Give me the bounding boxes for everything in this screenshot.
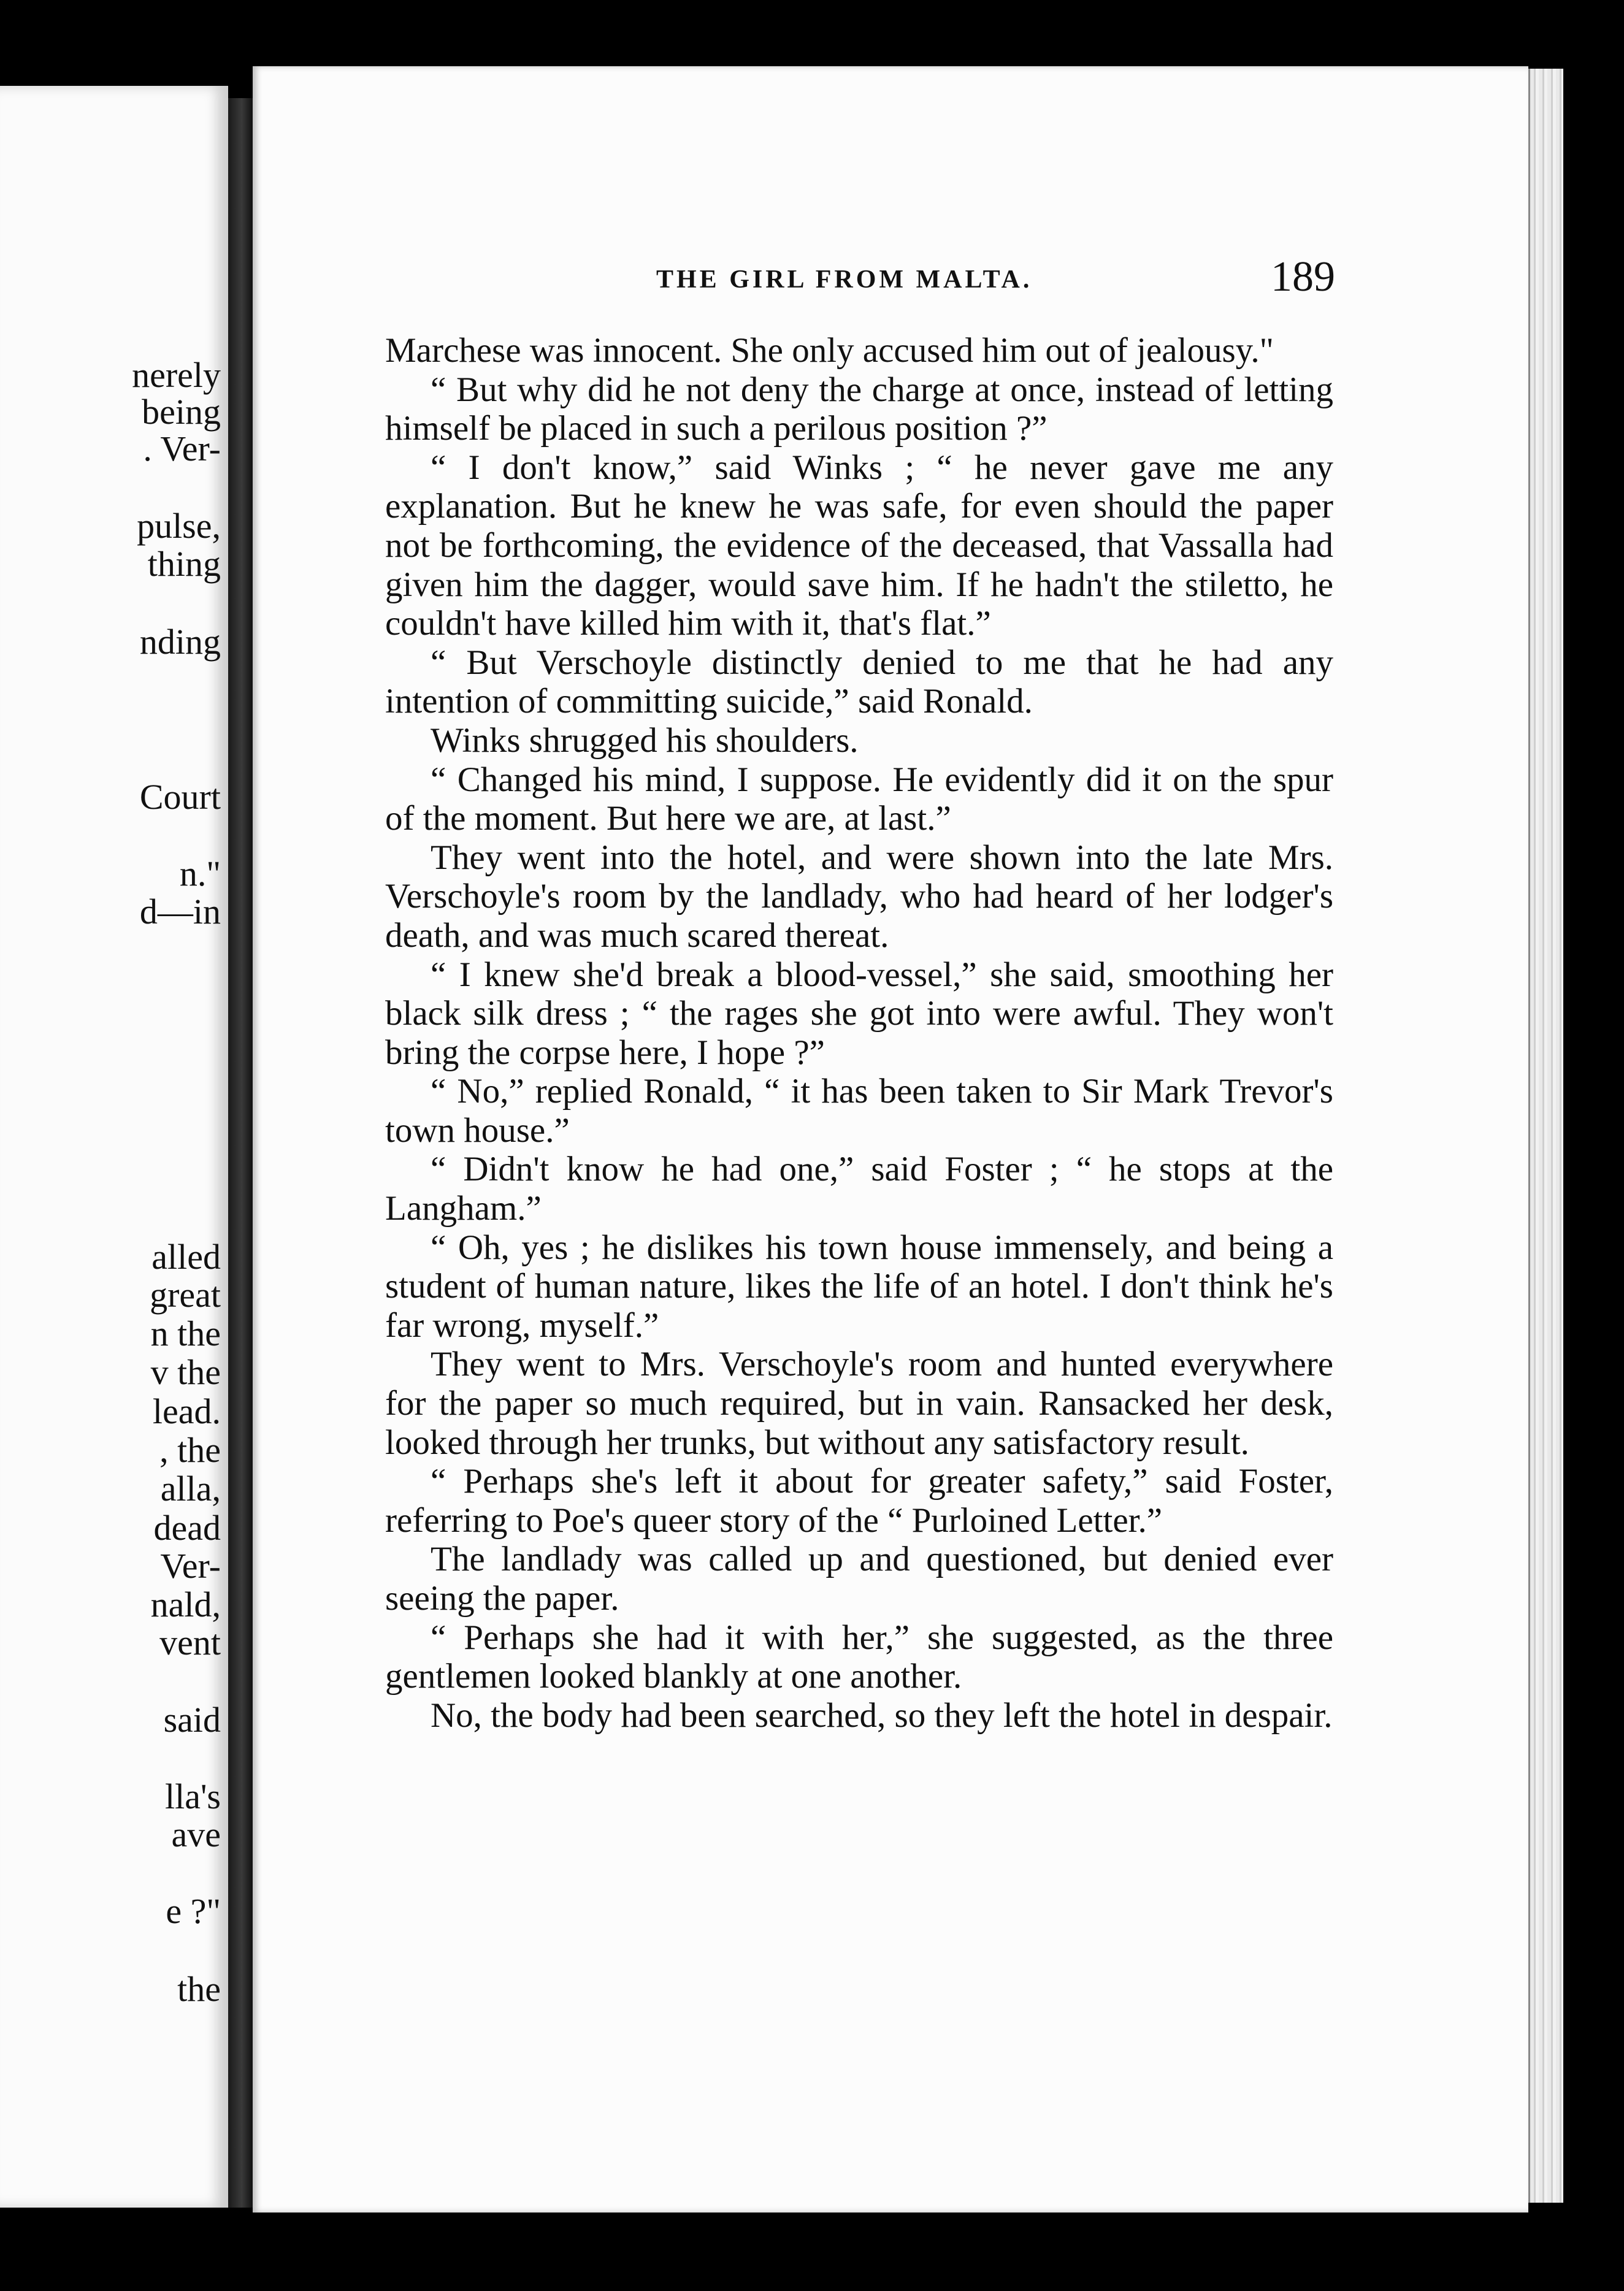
body-text [385, 331, 1333, 1735]
facing-page-line: v the [150, 1352, 221, 1392]
facing-page-line: nding [139, 622, 221, 662]
paragraph: “ But Verschoyle distinctly denied to me that he had any intention of committing suicide,” said Ronald. [385, 643, 1333, 721]
facing-page-line: thing [147, 544, 221, 584]
facing-page-line: said [163, 1700, 221, 1740]
facing-page-line: Court [139, 777, 221, 817]
paragraph: They went into the hotel, and were shown into the late Mrs. Verschoyle's room by the landlady, who had heard of her lodger's death, and was much scared thereat. [385, 838, 1333, 955]
paragraph: “ Oh, yes ; he dislikes his town house immensely, and being a student of human nature, likes the life of an hotel. I don't think he's far wrong, myself.” [385, 1228, 1333, 1345]
paragraph: “ No,” replied Ronald, “ it has been taken to Sir Mark Trevor's town house.” [385, 1072, 1333, 1150]
facing-page-line: vent [159, 1623, 221, 1662]
facing-page-line: alla, [160, 1469, 221, 1509]
facing-page-line: pulse, [137, 506, 221, 546]
facing-page-line: alled [151, 1237, 221, 1277]
page-number: 189 [1271, 253, 1335, 300]
paragraph: No, the body had been searched, so they left the hotel in despair. [431, 1696, 1333, 1735]
book-spine-gutter [228, 98, 253, 2208]
paragraph: “ Didn't know he had one,” said Foster ; “ he stops at the Langham.” [385, 1150, 1333, 1228]
paragraph: They went to Mrs. Verschoyle's room and hunted everywhere for the paper so much required, but in vain. Ransacked her desk, looked through her trunks, but without any satisfactory result. [385, 1345, 1333, 1462]
paragraph: Marchese was innocent. She only accused him out of jealousy." [385, 331, 1274, 370]
facing-page-line: being [142, 392, 221, 432]
facing-page-line: d—in [139, 892, 221, 931]
facing-page-line: ave [171, 1815, 221, 1854]
paragraph: The landlady was called up and questioned, but denied ever seeing the paper. [385, 1540, 1333, 1618]
facing-page-line: lead. [152, 1391, 221, 1431]
facing-page-line: lla's [165, 1777, 221, 1816]
paragraph: “ I don't know,” said Winks ; “ he never gave me any explanation. But he knew he was safe, for even should the paper not be forthcoming, the evidence of the deceased, that Vassalla had given him the dagger, would save him. If he hadn't the stiletto, he couldn't have killed him with it, that's flat.” [385, 448, 1333, 643]
paragraph: “ Perhaps she had it with her,” she suggested, as the three gentlemen looked blankly at one another. [385, 1618, 1333, 1696]
facing-page-line: nald, [150, 1585, 221, 1624]
paragraph: “ Perhaps she's left it about for greater safety,” said Foster, referring to Poe's queer story of the “ Purloined Letter.” [385, 1462, 1333, 1540]
facing-page-line: n the [150, 1314, 221, 1353]
facing-page-line: dead [153, 1508, 221, 1548]
paragraph: “ But why did he not deny the charge at once, instead of letting himself be placed in such a perilous position ?” [385, 370, 1333, 448]
running-head: THE GIRL FROM MALTA. [656, 266, 1033, 294]
paragraph: “ Changed his mind, I suppose. He evidently did it on the spur of the moment. But here we are, at last.” [385, 760, 1333, 838]
facing-page-line: the [177, 1969, 221, 2009]
facing-page-line: nerely [132, 355, 221, 395]
facing-page-line: n." [179, 854, 221, 893]
facing-page-line: great [150, 1275, 221, 1315]
facing-page-line: e ?" [166, 1891, 221, 1931]
facing-page-line: , the [159, 1430, 221, 1470]
page-edges [1528, 69, 1563, 2203]
facing-page-line: . Ver- [143, 429, 221, 469]
facing-page [0, 86, 228, 2208]
facing-page-line: Ver- [160, 1546, 221, 1586]
paragraph: Winks shrugged his shoulders. [431, 721, 859, 760]
paragraph: “ I knew she'd break a blood-vessel,” she said, smoothing her black silk dress ; “ the rages she got into were awful. They won't bring the corpse here, I hope ?” [385, 955, 1333, 1072]
